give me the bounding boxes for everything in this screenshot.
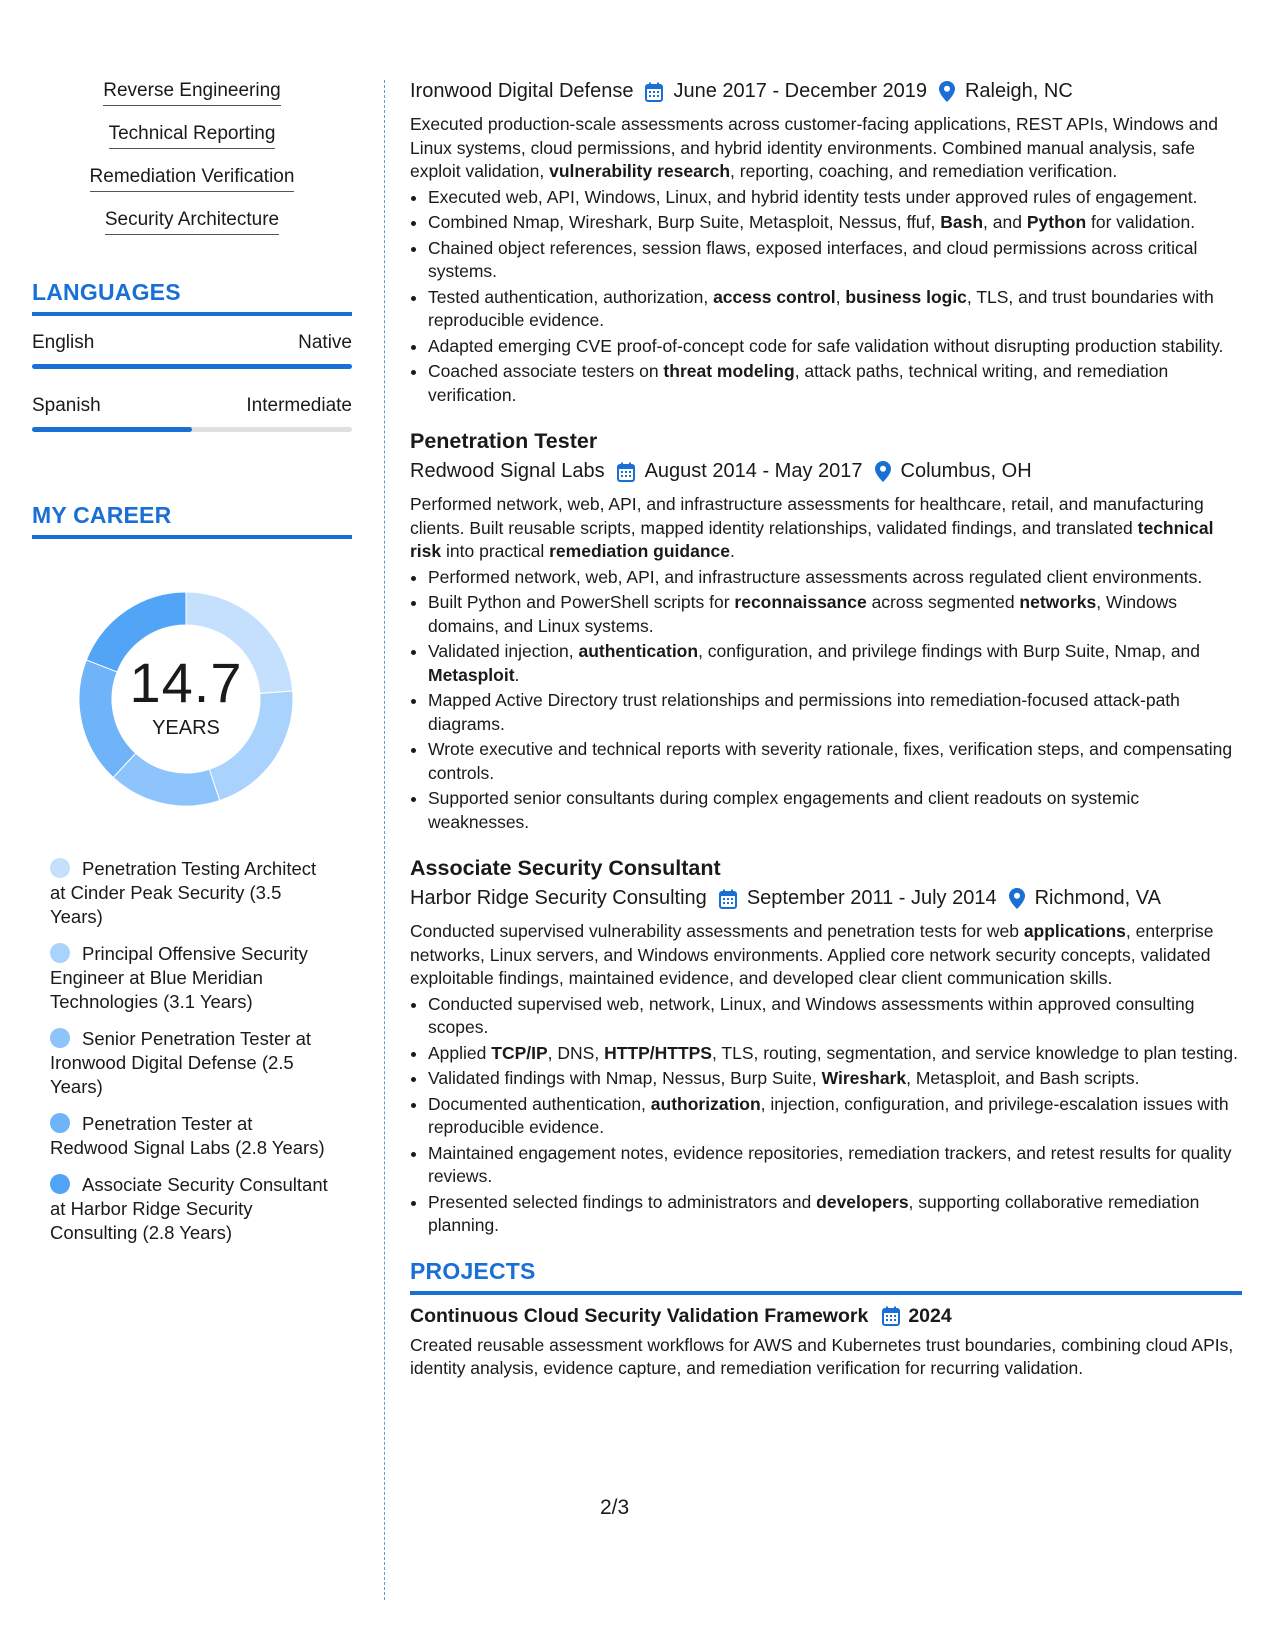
bullet-item: • Maintained engagement notes, evidence repositories, remediation trackers, and retest results for quality reviews. xyxy=(428,1142,1242,1189)
legend-label: Associate Security Consultant at Harbor Ridge Security Consulting (2.8 Years) xyxy=(50,1174,328,1243)
calendar-icon xyxy=(645,82,663,102)
bullet-item: • Adapted emerging CVE proof-of-concept code for safe validation without disrupting production stability. xyxy=(428,335,1242,359)
bullet-item: • Performed network, web, API, and infrastructure assessments across regulated client environments. xyxy=(428,566,1242,590)
bullet-item: • Coached associate testers on threat modeling, attack paths, technical writing, and remediation verification. xyxy=(428,360,1242,407)
bullet-item: • Documented authentication, authorization, injection, configuration, and privilege-escalation issues with reproducible evidence. xyxy=(428,1093,1242,1140)
project-year: 2024 xyxy=(908,1304,952,1327)
page-number: 2/3 xyxy=(600,1496,630,1519)
bullet-item: • Validated findings with Nmap, Nessus, Burp Suite, Wireshark, Metasploit, and Bash scripts. xyxy=(428,1067,1242,1091)
bullet-item: • Presented selected findings to administrators and developers, supporting collaborative remediation planning. xyxy=(428,1191,1242,1238)
legend-swatch xyxy=(50,943,70,963)
career-legend xyxy=(50,857,330,1245)
job-dates: August 2014 - May 2017 xyxy=(644,460,863,482)
job-title: Associate Security Consultant xyxy=(410,856,721,880)
job-summary: Performed network, web, API, and infrastructure assessments for healthcare, retail, and manufacturing clients. Built reusable scripts, mapped identity relationships, validated findings, and translated technical risk into practical remediation guidance. xyxy=(410,494,1214,561)
column-divider xyxy=(384,80,385,1600)
project-description: Created reusable assessment workflows for AWS and Kubernetes trust boundaries, combining cloud APIs, identity analysis, evidence capture, and remediation verification for recurring validation. xyxy=(410,1334,1234,1378)
language-name: Spanish xyxy=(32,395,101,416)
bullet-item: • Executed web, API, Windows, Linux, and hybrid identity tests under approved rules of engagement. xyxy=(428,186,1242,210)
bullet-item: • Validated injection, authentication, configuration, and privilege findings with Burp Suite, Nmap, and Metasploit. xyxy=(428,640,1242,687)
language-level: Intermediate xyxy=(246,395,352,416)
job-summary: Executed production-scale assessments across customer-facing applications, REST APIs, Windows and Linux systems, cloud permissions, and hybrid identity environments. Combined manual analysis, safe exploit validation, vulnerability research, reporting, coaching, and remediation verification. xyxy=(410,114,1218,181)
job-meta xyxy=(410,460,1242,483)
job-entry xyxy=(410,80,1242,407)
job-dates: September 2011 - July 2014 xyxy=(746,887,997,909)
job-location: Richmond, VA xyxy=(1034,887,1161,909)
job-bullets xyxy=(410,566,1242,835)
languages-section xyxy=(32,279,352,432)
job-location: Raleigh, NC xyxy=(964,80,1073,102)
legend-swatch xyxy=(50,1028,70,1048)
location-pin-icon xyxy=(875,461,891,482)
calendar-icon xyxy=(719,889,737,909)
location-pin-icon xyxy=(1009,888,1025,909)
legend-label: Senior Penetration Tester at Ironwood Digital Defense (2.5 Years) xyxy=(50,1028,311,1097)
language-item xyxy=(32,395,352,432)
career-legend-item xyxy=(50,942,330,1014)
career-legend-item xyxy=(50,1027,330,1099)
job-location: Columbus, OH xyxy=(900,460,1032,482)
project-header xyxy=(410,1305,1242,1328)
career-legend-item xyxy=(50,857,330,929)
career-donut-chart xyxy=(66,579,306,819)
bullet-item: • Chained object references, session flaws, exposed interfaces, and cloud permissions across critical systems. xyxy=(428,237,1242,284)
language-name: English xyxy=(32,332,95,353)
language-proficiency-fill xyxy=(32,427,192,432)
legend-swatch xyxy=(50,858,70,878)
experience-list xyxy=(410,80,1242,1238)
career-heading: MY CAREER xyxy=(32,502,352,539)
skill-item: Remediation Verification xyxy=(32,166,352,192)
calendar-icon xyxy=(617,462,635,482)
location-pin-icon xyxy=(939,81,955,102)
company-name: Redwood Signal Labs xyxy=(410,460,605,482)
company-name: Ironwood Digital Defense xyxy=(410,80,634,102)
main-content xyxy=(410,80,1242,1383)
sidebar xyxy=(32,80,352,1258)
language-proficiency-bar xyxy=(32,427,352,432)
language-proficiency-bar xyxy=(32,364,352,369)
calendar-icon xyxy=(882,1306,900,1326)
project-title: Continuous Cloud Security Validation Framework xyxy=(410,1304,869,1327)
language-item xyxy=(32,332,352,369)
projects-heading: PROJECTS xyxy=(410,1258,1242,1295)
skill-item: Technical Reporting xyxy=(32,123,352,149)
company-name: Harbor Ridge Security Consulting xyxy=(410,887,707,909)
projects-section xyxy=(410,1258,1242,1381)
skill-item: Security Architecture xyxy=(32,209,352,235)
job-dates: June 2017 - December 2019 xyxy=(673,80,927,102)
career-legend-item xyxy=(50,1112,330,1160)
bullet-item: • Built Python and PowerShell scripts for reconnaissance across segmented networks, Windows domains, and Linux systems. xyxy=(428,591,1242,638)
legend-label: Principal Offensive Security Engineer at Blue Meridian Technologies (3.1 Years) xyxy=(50,943,308,1012)
bullet-item: • Conducted supervised web, network, Linux, and Windows assessments within approved consulting scopes. xyxy=(428,993,1242,1040)
bullet-item: • Combined Nmap, Wireshark, Burp Suite, Metasploit, Nessus, ffuf, Bash, and Python for validation. xyxy=(428,211,1242,235)
bullet-item: • Supported senior consultants during complex engagements and client readouts on systemic weaknesses. xyxy=(428,787,1242,834)
career-legend-item xyxy=(50,1173,330,1245)
job-entry xyxy=(410,429,1242,834)
job-bullets xyxy=(410,993,1242,1238)
legend-label: Penetration Testing Architect at Cinder Peak Security (3.5 Years) xyxy=(50,858,317,927)
job-meta xyxy=(410,887,1242,910)
job-meta xyxy=(410,80,1242,103)
job-summary: Conducted supervised vulnerability assessments and penetration tests for web applications, enterprise networks, Linux servers, and Windows environments. Applied core network security concepts, validated exploitable findings, maintained evidence, and developed clear client communication skills. xyxy=(410,921,1214,988)
legend-label: Penetration Tester at Redwood Signal Labs (2.8 Years) xyxy=(50,1113,325,1158)
skill-item: Reverse Engineering xyxy=(32,80,352,106)
job-title: Penetration Tester xyxy=(410,429,598,453)
bullet-item: • Wrote executive and technical reports with severity rationale, fixes, verification steps, and compensating controls. xyxy=(428,738,1242,785)
bullet-item: • Mapped Active Directory trust relationships and permissions into remediation-focused attack-path diagrams. xyxy=(428,689,1242,736)
career-total-years: 14.7 xyxy=(129,650,243,714)
bullet-item: • Applied TCP/IP, DNS, HTTP/HTTPS, TLS, routing, segmentation, and service knowledge to plan testing. xyxy=(428,1042,1242,1066)
skills-list xyxy=(32,80,352,235)
language-proficiency-fill xyxy=(32,364,352,369)
legend-swatch xyxy=(50,1113,70,1133)
legend-swatch xyxy=(50,1174,70,1194)
language-level: Native xyxy=(298,332,352,353)
career-total-unit: YEARS xyxy=(152,716,220,739)
job-entry xyxy=(410,856,1242,1238)
career-section xyxy=(32,502,352,1245)
bullet-item: • Tested authentication, authorization, access control, business logic, TLS, and trust boundaries with reproducible evidence. xyxy=(428,286,1242,333)
languages-heading: LANGUAGES xyxy=(32,279,352,316)
job-bullets xyxy=(410,186,1242,408)
